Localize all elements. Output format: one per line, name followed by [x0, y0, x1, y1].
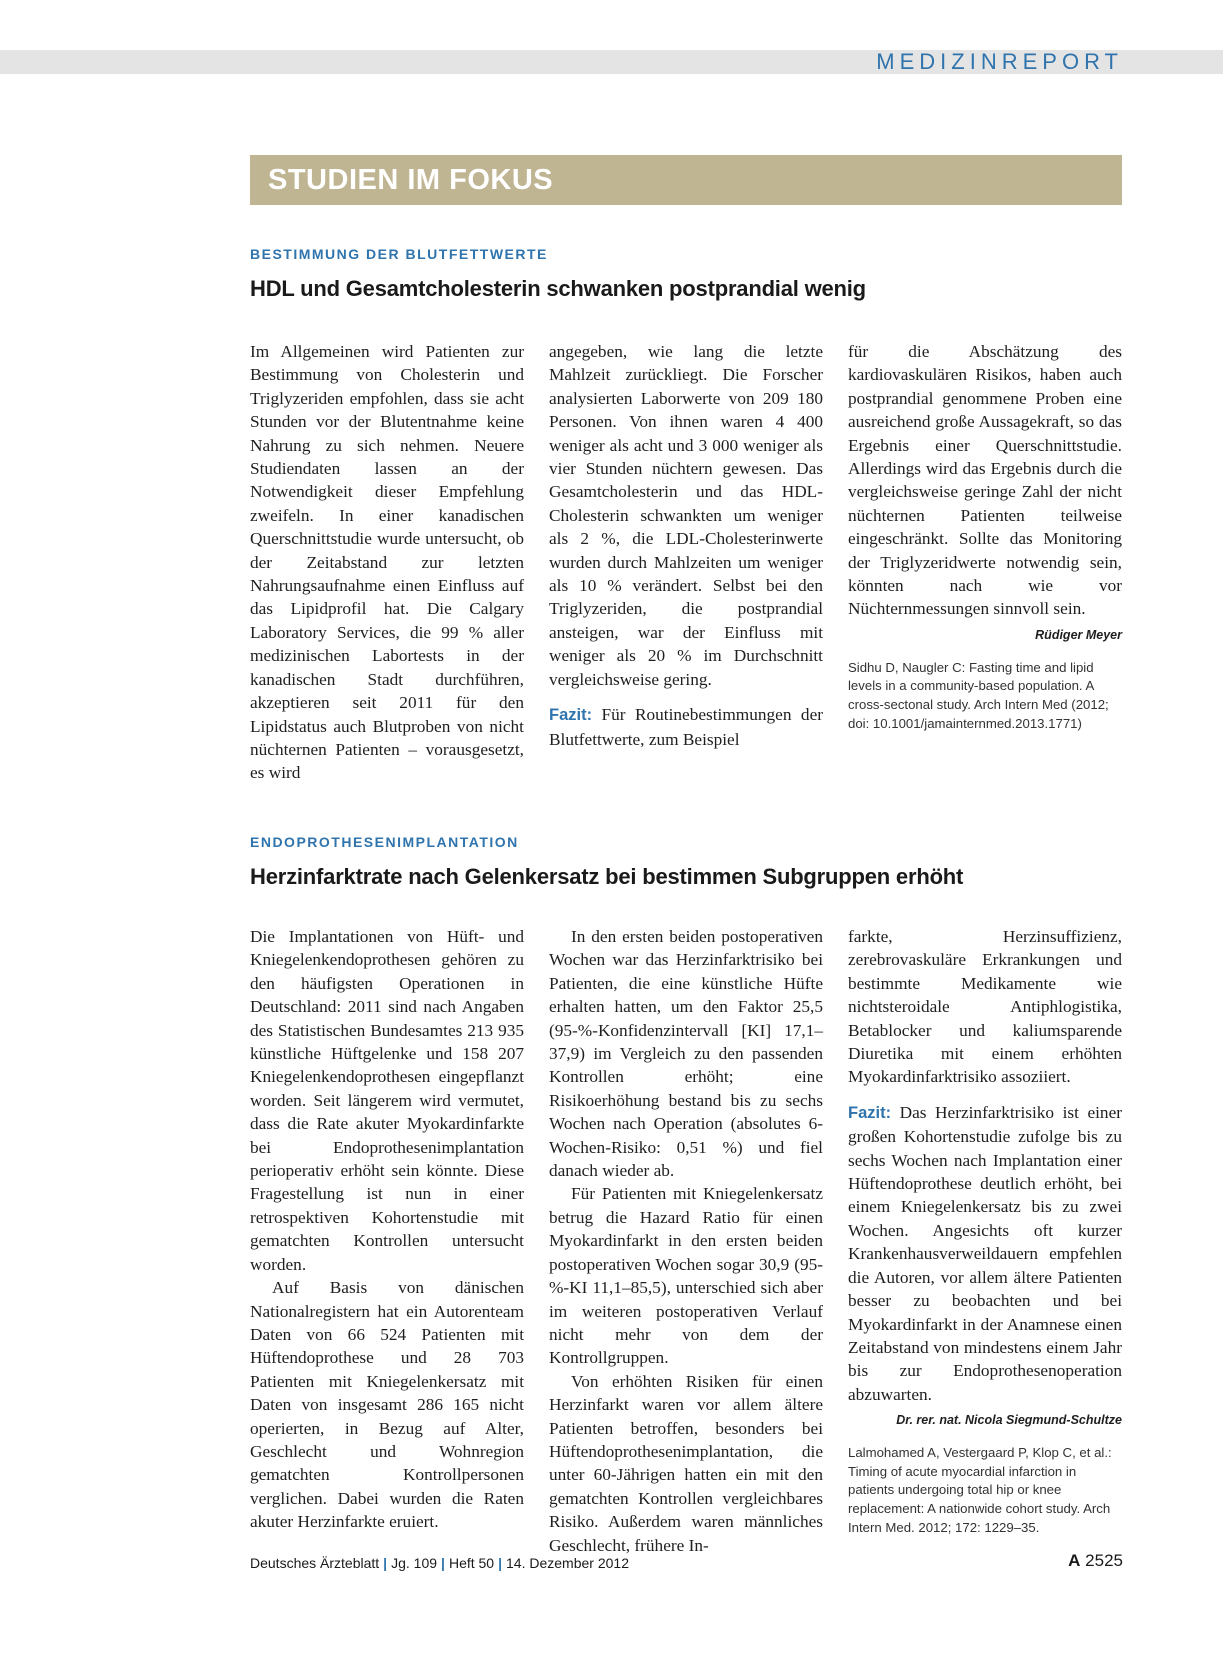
article1-reference: Sidhu D, Naugler C: Fasting time and lipid levels in a community-based population. A cross-sectonal study. Arch Intern Med (2012; doi: 10.1001/jamainternmed.2013.1771) — [848, 659, 1109, 731]
banner-title: STUDIEN IM FOKUS — [268, 164, 554, 196]
footer-journal: Deutsches Ärzteblatt — [250, 1555, 380, 1571]
article2-column-2 — [549, 925, 823, 1557]
page-prefix: A — [1068, 1551, 1081, 1570]
article1-paragraph: angegeben, wie lang die letzte Mahlzeit zurückliegt. Die Forscher analysierten Laborwerte von 209 180 Personen. Von ihnen waren 4 400 weniger als acht und 3 000 weniger als vier Stunden nüchtern gewesen. Das Gesamtcholesterin und das HDL-Cholesterin schwankten um weniger als 2 %, die LDL-Cholesterinwerte wurden durch Mahlzeiten um weniger als 10 % verändert. Selbst bei den Triglyzeriden, die postprandial ansteigen, war der Einfluss mit weniger als 20 % im Durchschnitt vergleichsweise gering. — [549, 342, 823, 689]
article2-paragraph: Die Implantationen von Hüft- und Kniegelenkendoprothesen gehören zu den häufigsten Operationen in Deutschland: 2011 sind nach Angaben des Statistischen Bundesamtes 213 935 künstliche Hüftgelenke und 158 207 Kniegelenkendoprothesen eingepflanzt worden. Seit längerem wird vermutet, dass die Rate akuter Myokardinfarkte bei Endoprothesenimplantation perioperativ erhöht sein könnte. Diese Fragestellung ist nun in einer retrospektiven Kohortenstudie mit gematchten Kontrollen untersucht worden. — [250, 927, 524, 1274]
fazit-label: Fazit: — [549, 706, 593, 725]
article1-column-2 — [549, 340, 823, 751]
article2-paragraph: In den ersten beiden postoperativen Wochen war das Herzinfarktrisiko bei Patienten, die eine künstliche Hüfte erhalten hatten, um den Faktor 25,5 (95-%-Konfidenzintervall [KI] 17,1–37,9) im Vergleich zu den passenden Kontrollen erhöht; eine Risikoerhöhung bestand bis zu sechs Wochen nach Operation (absolutes 6-Wochen-Risiko: 0,51 %) und fiel danach wieder ab. — [549, 927, 823, 1181]
footer-issue: Heft 50 — [448, 1555, 495, 1571]
page-number-value: 2525 — [1085, 1551, 1123, 1570]
fazit-text: Das Herzinfarktrisiko ist einer großen Kohortenstudie zufolge bis zu sechs Wochen nach Implantation einer Hüftendoprothese deutlich erhöht, bei einem Kniegelenkersatz bis zu zwei Wochen. Angesichts oft kurzer Krankenhausverweildauern empfehlen die Autoren, vor allem ältere Patienten besser zu beobachten und bei Myokardinfarkt in der Anamnese einen Zeitabstand von mindestens einem Jahr bis zur Endoprothesenoperation abzuwarten. — [848, 1102, 1122, 1404]
article2-paragraph: farkte, Herzinsuffizienz, zerebrovaskuläre Erkrankungen und bestimmte Medikamente wie nichtsteroidale Antiphlogistika, Betablocker und kaliumsparende Diuretika mit einem erhöhten Myokardinfarktrisiko assoziiert. — [848, 927, 1122, 1087]
article2-paragraph: Für Patienten mit Kniegelenkersatz betrug die Hazard Ratio für einen Myokardinfarkt in den ersten beiden postoperativen Wochen sogar 30,9 (95-%-KI 11,1–85,5), unterschied sich aber im weiteren postoperativen Verlauf nicht mehr von dem der Kontrollgruppen. — [549, 1184, 823, 1368]
article1-fazit — [549, 703, 823, 751]
page-number — [1068, 1551, 1123, 1571]
banner — [250, 155, 1122, 205]
footer-separator: | — [441, 1555, 445, 1571]
article2-paragraph: Auf Basis von dänischen Nationalregistern hat ein Autorenteam Daten von 66 524 Patienten mit Hüftendoprothese und 28 703 Patienten mit Kniegelenkersatz mit Daten von insgesamt 286 165 nicht operierten, in Bezug auf Alter, Geschlecht und Wohnregion gematchten Kontrollpersonen verglichen. Dabei wurden die Raten akuter Herzinfarkte eruiert. — [250, 1278, 524, 1532]
article2-title: Herzinfarktrate nach Gelenkersatz bei bestimmen Subgruppen erhöht — [250, 864, 964, 889]
footer-volume: Jg. 109 — [391, 1555, 438, 1571]
article1-title: HDL und Gesamtcholesterin schwanken postprandial wenig — [250, 276, 866, 301]
article2-author: Dr. rer. nat. Nicola Siegmund-Schultze — [896, 1413, 1122, 1428]
article2-column-1 — [250, 925, 524, 1534]
article1-column-3 — [848, 340, 1122, 733]
article1-paragraph: für die Abschätzung des kardiovaskulären Risikos, haben auch postprandial genommene Proben eine ausreichend große Aussagekraft, so das Ergebnis einer Querschnittstudie. Allerdings wird das Ergebnis durch die vergleichsweise geringe Zahl der nicht nüchternen Patienten teilweise eingeschränkt. Sollte das Monitoring der Triglyzeridwerte notwendig sein, könnten nach wie vor Nüchternmessungen sinnvoll sein. — [848, 342, 1122, 619]
footer-separator: | — [383, 1555, 388, 1571]
footer-separator: | — [498, 1555, 503, 1571]
article2-paragraph: Von erhöhten Risiken für einen Herzinfarkt waren vor allem ältere Patienten betroffen, besonders bei Hüftendoprothesenimplantation, die unter 60-Jährigen hatten ein mit den gematchten Kontrollen vergleichbares Risiko. Außerdem waren männliches Geschlecht, frühere In- — [549, 1371, 823, 1555]
fazit-label: Fazit: — [848, 1103, 892, 1122]
article2-fazit — [848, 1101, 1122, 1406]
article1-paragraph: Im Allgemeinen wird Patienten zur Bestimmung von Cholesterin und Triglyzeriden empfohlen, dass sie acht Stunden vor der Blutentnahme keine Nahrung zu sich nehmen. Neuere Studiendaten lassen an der Notwendigkeit dieser Empfehlung zweifeln. In einer kanadischen Querschnittstudie wurde untersucht, ob der Zeitabstand zur letzten Nahrungsaufnahme einen Einfluss auf das Lipidprofil hat. Die Calgary Laboratory Services, die 99 % aller medizinischen Labortests in der kanadischen Stadt durchführen, akzeptieren seit 2011 für den Lipidstatus auch Blutproben von nicht nüchternen Patienten – vorausgesetzt, es wird — [250, 342, 524, 783]
article1-column-1 — [250, 340, 524, 785]
article1-kicker: BESTIMMUNG DER BLUTFETTWERTE — [250, 246, 548, 262]
article2-kicker: ENDOPROTHESENIMPLANTATION — [250, 834, 519, 850]
article1-author: Rüdiger Meyer — [1035, 627, 1122, 642]
footer — [250, 1555, 629, 1571]
section-label: MEDIZINREPORT — [876, 49, 1123, 74]
footer-date: 14. Dezember 2012 — [506, 1555, 629, 1571]
fazit-text: Für Routinebestimmungen der Blutfettwerte, zum Beispiel — [549, 705, 823, 749]
article2-reference: Lalmohamed A, Vestergaard P, Klop C, et al.: Timing of acute myocardial infarction in patients undergoing total hip or knee replacement: A nationwide cohort study. Arch Intern Med. 2012; 172: 1229–35. — [848, 1445, 1112, 1535]
article2-column-3 — [848, 925, 1122, 1537]
